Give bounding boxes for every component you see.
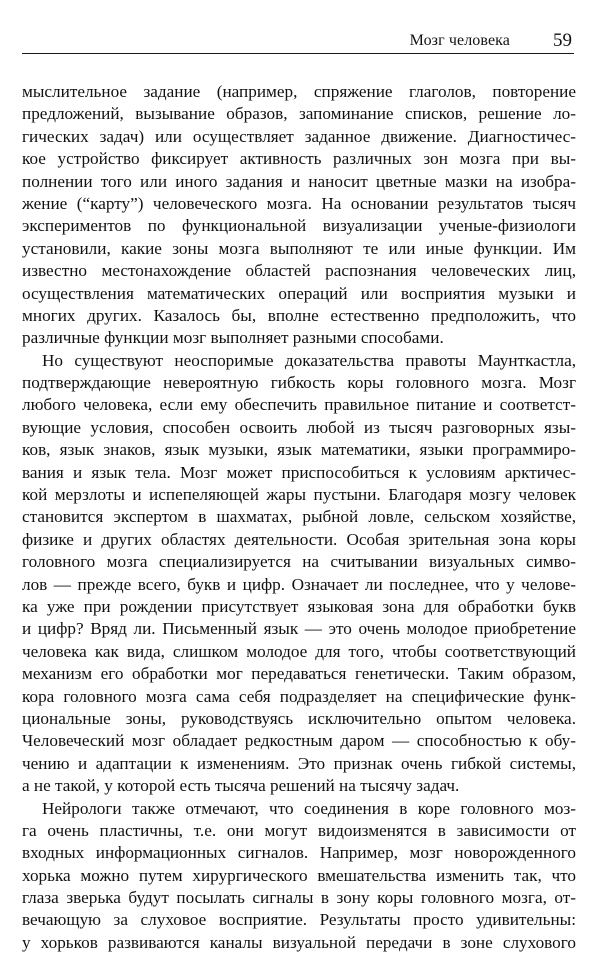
text-line: хорька можно путем хирургического вмешательства изменить так, что [22,865,576,885]
text-line: становится экспертом в шахматах, рыбной ловле, сельском хозяйстве, [22,507,576,527]
text-line: подтверждающие невероятную гибкость коры головного мозга. Мозг [22,373,576,393]
text-line: вечающую за слуховое восприятие. Результаты просто удивительны: [22,910,576,930]
text-line: экспериментов по функциональной визуализации ученые-физиологи [22,216,576,236]
text-line: любого человека, если ему обеспечить правильное питание и соответст- [22,395,576,415]
text-line: ка уже при рождении присутствует языковая зона для обработки букв [22,596,576,616]
text-line: осуществления математических операций или восприятия музыки и [22,283,576,303]
text-line: чению и адаптации к изменениям. Это признак очень гибкой системы, [22,753,576,773]
text-line: глаза зверька будут посылать сигналы в зону коры головного мозга, от- [22,888,576,908]
text-line: Нейрологи также отмечают, что соединения в коре головного моз- [42,798,576,818]
text-line: предложений, вызывание образов, запоминание списков, решение ло- [22,104,576,124]
text-line: кора головного мозга сама себя подразделяет на специфические функ- [22,686,576,706]
text-line: кой мерзлоты и испепеляющей жары пустыни. Благодаря мозгу человек [22,485,576,505]
body-text [22,81,576,954]
text-line: головного мозга специализируется на считывании визуальных симво- [22,552,576,572]
text-line: Но существуют неоспоримые доказательства правоты Маунткастла, [42,350,576,370]
text-line: механизм его обработки мог передаваться генетически. Таким образом, [22,664,576,684]
text-line: Человеческий мозг обладает редкостным даром — способностью к обу- [22,731,576,751]
text-line: человека как вида, слишком молодое для того, чтобы соответствующий [22,641,576,661]
text-line: кое устройство фиксирует активность различных зон мозга при вы- [22,149,576,169]
text-line: вующие условия, способен освоить любой из тысяч разговорных язы- [22,417,576,437]
text-line: физике и других областях деятельности. Особая зрительная зона коры [22,529,576,549]
text-line: вания и язык тела. Мозг может приспособиться к условиям арктичес- [22,462,576,482]
text-line: известно местонахождение областей распознания человеческих лиц, [22,261,576,281]
text-line: циональные зоны, руководствуясь исключительно опытом человека. [22,708,576,728]
text-line: у хорьков развиваются каналы визуальной передачи в зоне слухового [22,932,576,952]
text-line: гических задач) или осуществляет заданное движение. Диагностичес- [22,126,576,146]
running-header [22,29,574,54]
text-line: многих других. Казалось бы, вполне естественно предположить, что [22,305,576,325]
text-line: ков, язык знаков, язык музыки, язык математики, языки программиро- [22,440,576,460]
text-line: полнении того или иного задания и наносит цветные мазки на изобра- [22,171,576,191]
running-title: Мозг человека [409,32,510,49]
text-line: входных информационных сигналов. Например, мозг новорожденного [22,843,576,863]
page-number: 59 [553,30,572,51]
text-line: лов — прежде всего, букв и цифр. Означает ли последнее, что у челове- [22,574,576,594]
text-line: га очень пластичны, т.е. они могут видоизменятся в зависимости от [22,820,576,840]
text-line: и цифр? Вряд ли. Письменный язык — это очень молодое приобретение [22,619,576,639]
text-line: различные функции мозг выполняет разными способами. [22,328,444,348]
text-line: установили, какие зоны мозга выполняют те или иные функции. Им [22,238,576,258]
text-line: мыслительное задание (например, спряжение глаголов, повторение [22,82,576,101]
text-line: жение (“карту”) человеческого мозга. На основании результатов тысяч [22,193,576,213]
text-line: а не такой, у которой есть тысяча решений на тысячу задач. [22,776,460,796]
